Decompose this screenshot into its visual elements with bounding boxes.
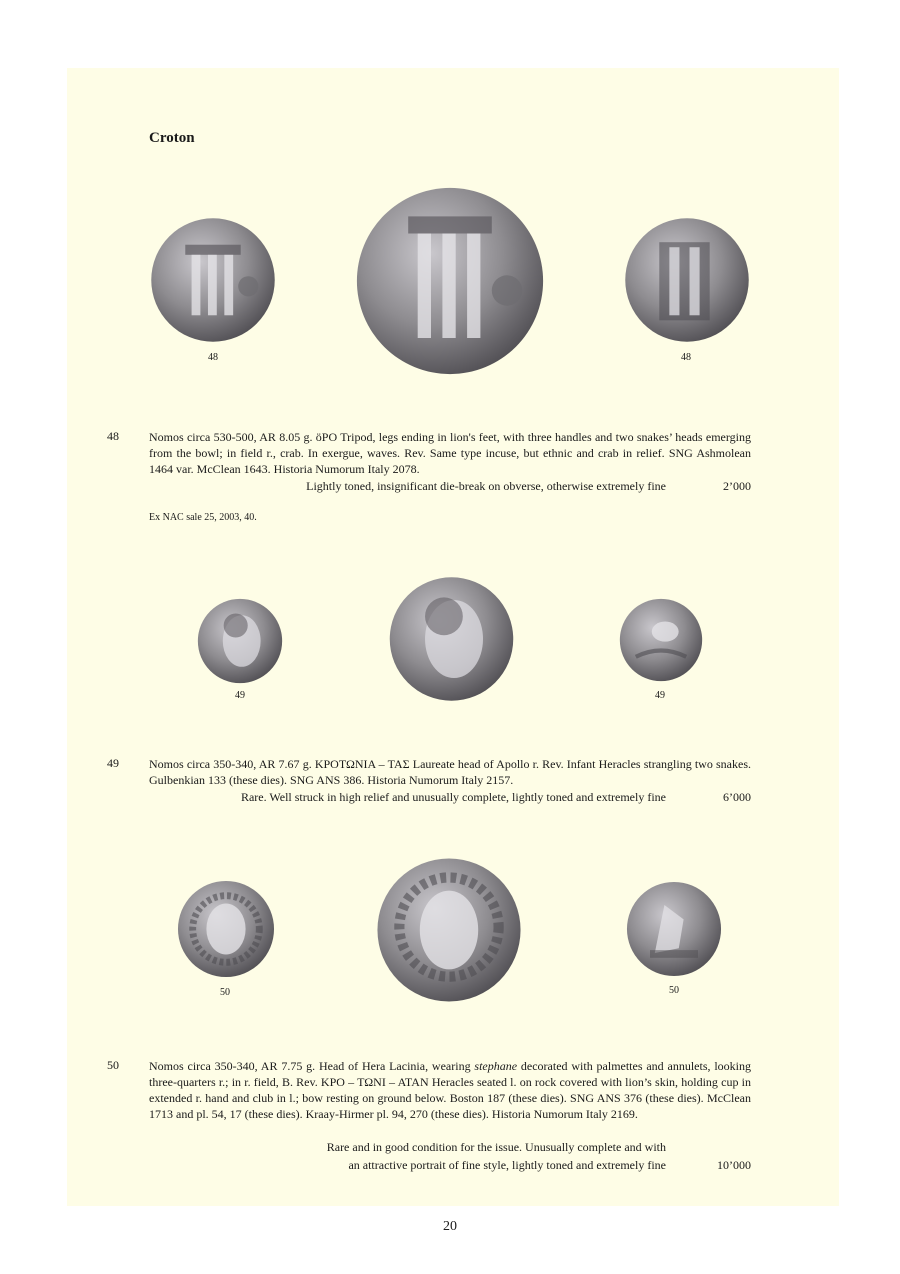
coin-48-reverse-image: [624, 216, 750, 344]
coin-label: 50: [220, 987, 230, 998]
lot-number: 50: [107, 1058, 119, 1072]
page-number: 20: [443, 1219, 457, 1234]
lot-number: 48: [107, 429, 119, 443]
lot-condition: Lightly toned, insignificant die-break on obverse, otherwise extremely fine: [306, 479, 666, 493]
coin-50-enlarged-image: [376, 855, 522, 1005]
lot-number: 49: [107, 756, 119, 770]
coin-50-reverse-image: [625, 881, 723, 977]
coin-48-obverse-image: [150, 216, 276, 344]
lot-condition: Rare. Well struck in high relief and unusually complete, lightly toned and extremely fine: [240, 790, 666, 804]
lot-description: Nomos circa 530-500, AR 8.05 g. öPO Tripod, legs ending in lion's feet, with three handles and two snakes’ heads emerging from the bowl; in field r., crab. In exergue, waves. Rev. Same type incuse, but ethnic and crab in relief. SNG Ashmolean 1464 var. McClean 1643. Historia Numorum Italy 2078.: [149, 430, 751, 476]
lot-price: 6’000: [723, 790, 751, 804]
coin-label: 49: [235, 690, 245, 701]
lot-description: Nomos circa 350-340, AR 7.67 g. ΚΡΟΤΩΝΙΑ – ΤΑΣ Laureate head of Apollo r. Rev. Infant Heracles strangling two snakes. Gulbenkian 133 (these dies). SNG ANS 386. Historia Numorum Italy 2157.: [149, 757, 751, 787]
coin-49-reverse-image: [618, 598, 704, 682]
coin-label: 49: [655, 690, 665, 701]
lot-description-part: decorated with palmettes and annulets, looking three-quarters r.; in r. field, B. Rev. ΚΡΟ – ΤΩΝΙ – ΑΤΑΝ Heracles seated l. on rock covered with lion’s skin, holding cup in extended r. hand and club in l.; bow resting on ground below. Boston 187 (these dies). SNG ANS 376 (these dies). McClean 1713 and pl. 54, 17 (these dies). Kraay-Hirmer pl. 94, 270 (these dies). Historia Numorum Italy 2169.: [149, 1059, 751, 1121]
coin-label: 50: [669, 985, 679, 996]
lot-condition-line: Rare and in good condition for the issue. Unusually complete and with: [326, 1140, 666, 1154]
coin-48-enlarged-image: [355, 185, 545, 377]
lot-description: [149, 1058, 751, 1122]
coin-label: 48: [208, 352, 218, 363]
lot-price: 2’000: [723, 479, 751, 493]
coin-49-enlarged-image: [387, 576, 516, 702]
lot-description-part: Nomos circa 350-340, AR 7.75 g. Head of Hera Lacinia, wearing: [149, 1059, 475, 1073]
section-title: Croton: [149, 130, 195, 146]
lot-description-italic: stephane: [474, 1059, 518, 1073]
coin-50-obverse-image: [177, 879, 275, 979]
lot-price: 10’000: [717, 1158, 751, 1172]
coin-label: 48: [681, 352, 691, 363]
coin-49-obverse-image: [197, 598, 283, 684]
lot-condition-line: an attractive portrait of fine style, lightly toned and extremely fine: [348, 1158, 666, 1172]
lot-provenance: Ex NAC sale 25, 2003, 40.: [149, 512, 257, 523]
